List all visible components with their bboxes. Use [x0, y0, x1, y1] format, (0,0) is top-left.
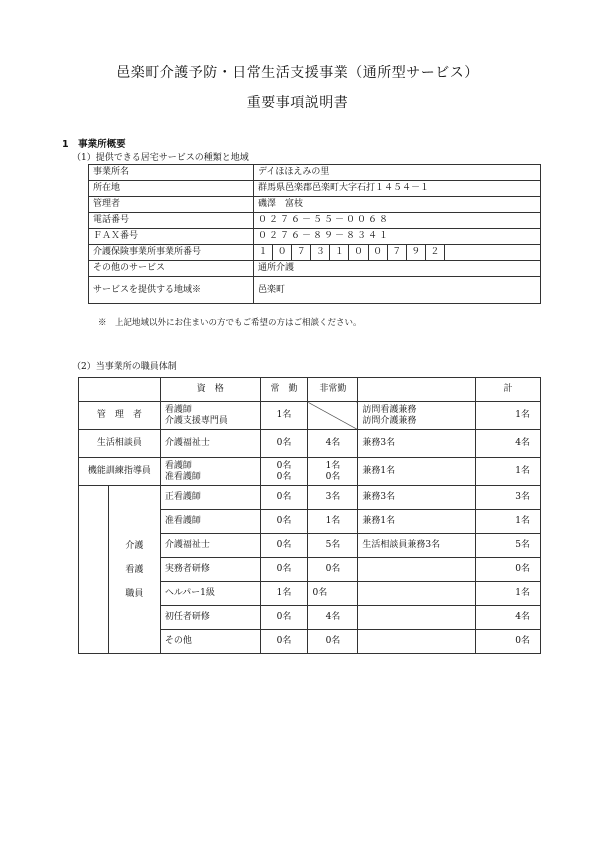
note: [358, 630, 476, 654]
document-subtitle: 重要事項説明書: [246, 95, 349, 111]
qualification: 正看護師: [160, 486, 260, 510]
parttime-count: 0名: [308, 582, 358, 606]
fulltime-count: 0名: [260, 510, 308, 534]
note: [358, 558, 476, 582]
fulltime-count: 1名: [260, 582, 308, 606]
note: [358, 606, 476, 630]
care-label-line: 介護: [125, 540, 144, 551]
note-text: ※ 上記地域以外にお住まいの方でもご希望の方はご相談ください。: [98, 318, 362, 328]
table-row: [89, 245, 541, 261]
qualification: その他: [160, 630, 260, 654]
qualification-cell: [160, 458, 260, 486]
total-count: 1名: [476, 510, 541, 534]
note: 兼務1名: [358, 458, 476, 486]
table-row: [79, 430, 541, 458]
note: 兼務1名: [358, 510, 476, 534]
table-row: [79, 458, 541, 486]
fulltime-count: 1名: [260, 402, 308, 430]
qualification: 介護福祉士: [160, 430, 260, 458]
staff-table: [78, 377, 541, 654]
qualification: 実務者研修: [160, 558, 260, 582]
row-value: 磯澤 富枝: [254, 197, 541, 213]
digit: ３: [311, 245, 330, 260]
table-row: [89, 165, 541, 181]
total-count: 4名: [476, 430, 541, 458]
role-label: 管 理 者: [79, 402, 161, 430]
note: 兼務3名: [358, 486, 476, 510]
document-title: 邑楽町介護予防・日常生活支援事業（通所型サービス）: [116, 65, 479, 81]
subsection-heading: （1）提供できる居宅サービスの種類と地域: [72, 153, 249, 163]
parttime-count: 1名: [308, 510, 358, 534]
digit: ７: [388, 245, 407, 260]
role-label: 機能訓練指導員: [79, 458, 161, 486]
fulltime-count: 0名: [260, 558, 308, 582]
note: [358, 582, 476, 606]
row-label: ＦＡＸ番号: [89, 229, 254, 245]
parttime-count: 1名: [325, 460, 341, 471]
note-cell: [358, 402, 476, 430]
total-count: 0名: [476, 630, 541, 654]
care-label-line: 職員: [125, 588, 144, 599]
digit: ７: [292, 245, 311, 260]
role-label: 生活相談員: [79, 430, 161, 458]
header-total: 計: [476, 378, 541, 402]
note: 訪問介護兼務: [362, 415, 417, 426]
care-label-line: 看護: [125, 564, 144, 575]
qualification: 看護師: [164, 404, 192, 415]
total-count: 3名: [476, 486, 541, 510]
table-row: [89, 229, 541, 245]
table-row: [89, 277, 541, 304]
header-qualification: 資 格: [160, 378, 260, 402]
qualification: 介護福祉士: [160, 534, 260, 558]
digit: ０: [349, 245, 368, 260]
table-row: [89, 213, 541, 229]
qualification: ヘルパー1級: [160, 582, 260, 606]
qualification: 看護師: [164, 460, 192, 471]
row-label: その他のサービス: [89, 261, 254, 277]
header-cell: [358, 378, 476, 402]
row-label: 介護保険事業所事業所番号: [89, 245, 254, 261]
empty-cell: [79, 486, 109, 654]
row-value: 邑楽町: [254, 277, 541, 304]
digit: ０: [369, 245, 388, 260]
digit: ９: [407, 245, 426, 260]
note: 生活相談員兼務3名: [358, 534, 476, 558]
row-value: 群馬県邑楽郡邑楽町大字石打１４５４－１: [254, 181, 541, 197]
header-fulltime: 常 勤: [260, 378, 308, 402]
digit: １: [330, 245, 349, 260]
digit: ２: [430, 247, 440, 257]
subsection-heading: （2）当事業所の職員体制: [72, 362, 177, 372]
total-count: 1名: [476, 582, 541, 606]
parttime-count: 3名: [308, 486, 358, 510]
total-count: 4名: [476, 606, 541, 630]
fulltime-count: 0名: [276, 460, 292, 471]
total-count: 0名: [476, 558, 541, 582]
diagonal-cell: [308, 402, 358, 430]
fulltime-count: 0名: [276, 471, 292, 482]
row-label: サービスを提供する地域※: [89, 277, 254, 304]
qualification-cell: [160, 402, 260, 430]
row-label: 電話番号: [89, 213, 254, 229]
parttime-count: 4名: [308, 430, 358, 458]
qualification: 准看護師: [160, 510, 260, 534]
row-value: ０２７６－８９－８３４１: [254, 229, 541, 245]
fulltime-count: 0名: [260, 606, 308, 630]
fulltime-count: 0名: [260, 486, 308, 510]
fulltime-count: 0名: [260, 630, 308, 654]
row-value: ０２７６－５５－００６８: [254, 213, 541, 229]
row-label: 事業所名: [89, 165, 254, 181]
row-label: 所在地: [89, 181, 254, 197]
parttime-count: 4名: [308, 606, 358, 630]
note: 訪問看護兼務: [362, 404, 417, 415]
digit: ０: [273, 245, 292, 260]
header-parttime: 非常勤: [308, 378, 358, 402]
qualification: 准看護師: [164, 471, 201, 482]
header-cell: [79, 378, 161, 402]
care-staff-label: [108, 486, 160, 654]
fulltime-count: 0名: [260, 430, 308, 458]
fulltime-cell: [260, 458, 308, 486]
section-heading: 1 事業所概要: [62, 139, 126, 150]
parttime-count: 5名: [308, 534, 358, 558]
fulltime-count: 0名: [260, 534, 308, 558]
qualification: 初任者研修: [160, 606, 260, 630]
office-number: [254, 245, 541, 261]
parttime-count: 0名: [308, 630, 358, 654]
table-row: [79, 402, 541, 430]
total-count: 5名: [476, 534, 541, 558]
total-count: 1名: [476, 402, 541, 430]
row-value: デイほほえみの里: [254, 165, 541, 181]
table-row: [79, 486, 541, 510]
table-header-row: [79, 378, 541, 402]
overview-table: [88, 164, 541, 304]
table-row: [89, 181, 541, 197]
table-row: [89, 261, 541, 277]
parttime-count: 0名: [308, 558, 358, 582]
table-row: [89, 197, 541, 213]
parttime-cell: [308, 458, 358, 486]
note: 兼務3名: [358, 430, 476, 458]
row-value: 通所介護: [254, 261, 541, 277]
parttime-count: 0名: [325, 471, 341, 482]
digit: １: [254, 245, 273, 260]
total-count: 1名: [476, 458, 541, 486]
qualification: 介護支援専門員: [164, 415, 228, 426]
row-label: 管理者: [89, 197, 254, 213]
